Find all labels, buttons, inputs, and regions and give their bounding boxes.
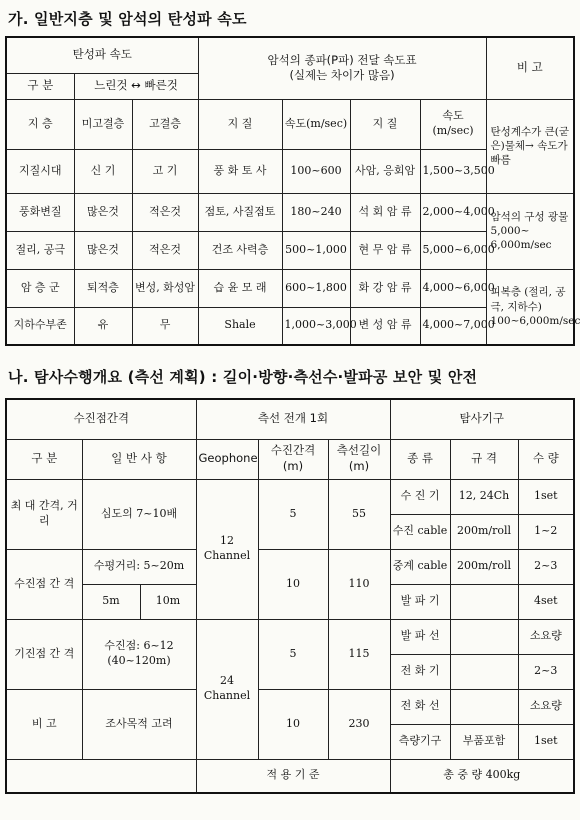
equipment-qty: 1~2 [518,514,574,549]
p-wave-header-line1: 암석의 종파(P파) 전달 속도표 [267,52,417,67]
kind-header: 종 류 [390,439,450,479]
gubun-header: 구 분 [6,73,74,99]
equipment-spec: 12, 24Ch [450,479,518,514]
cell: 2,000~4,000 [420,193,486,231]
line-length-header: 측선길이 (m) [328,439,390,479]
line-length-3: 115 [328,619,390,689]
cell: 500~1,000 [282,231,350,269]
max-interval-general: 심도의 7~10배 [82,479,196,549]
equipment-spec: 200m/roll [450,549,518,584]
geophone-24: 24 Channel [196,619,258,759]
cell: 적은것 [132,231,198,269]
equipment-kind: 전 화 기 [390,654,450,689]
equipment-qty: 2~3 [518,549,574,584]
cell: 4,000~6,000 [420,269,486,307]
remark-header: 비 고 [486,37,574,99]
remark-top: 탄성계수가 큰(굳은)물체→ 속도가 빠름 [486,99,574,193]
equipment-kind: 수진 cable [390,514,450,549]
cell: 600~1,800 [282,269,350,307]
cell: 신 기 [74,149,132,193]
row-label: 절리, 공극 [6,231,74,269]
equipment-kind: 발 파 선 [390,619,450,654]
cell: 1,000~3,000 [282,307,350,345]
rock-velocity-table [5,36,580,346]
line-length-4: 230 [328,689,390,759]
receiver-spacing-header: 수진간격 (m) [258,439,328,479]
equipment-header: 탐사기구 [390,399,574,439]
equipment-qty: 1set [518,479,574,514]
survey-plan-table [5,398,575,794]
cell: 많은것 [74,231,132,269]
geophone-12: 12 Channel [196,479,258,619]
elastic-speed-header: 탄성파 속도 [6,37,198,73]
equipment-spec: 부품포함 [450,724,518,759]
row-label: 암 층 군 [6,269,74,307]
table-row [6,193,574,231]
cell: Shale [198,307,282,345]
cell: 건조 사력층 [198,231,282,269]
cell: 습 윤 모 래 [198,269,282,307]
receiver-spacing-1: 5 [258,479,328,549]
slow-fast-header: 느린것 ↔ 빠른것 [74,73,198,99]
max-interval-label: 최 대 간격, 거리 [6,479,82,549]
p-wave-header [198,37,486,99]
section1-title: 가. 일반지층 및 암석의 탄성파 속도 [8,10,247,28]
cell: 고 기 [132,149,198,193]
row-label: 지하수부존 [6,307,74,345]
receiver-spacing-2: 10 [258,549,328,619]
speed-header: 속도(m/sec) [282,99,350,149]
receiver-interval-label: 수진점 간 격 [6,549,82,619]
cell: 현 무 암 류 [350,231,420,269]
equipment-qty: 2~3 [518,654,574,689]
receiver-interval-header: 수진점간격 [6,399,196,439]
receiver-interval-5m: 5m [82,584,140,619]
remark-label: 비 고 [6,689,82,759]
section2-title: 나. 탐사수행개요 (측선 계획) : 길이·방향·측선수·발파공 보안 및 안전 [8,368,478,386]
cell: 적은것 [132,193,198,231]
cell: 무 [132,307,198,345]
spec-header: 규 격 [450,439,518,479]
equipment-spec [450,584,518,619]
geology-header: 지 질 [198,99,282,149]
equipment-spec [450,619,518,654]
cell: 변 성 암 류 [350,307,420,345]
gubun-header: 구 분 [6,439,82,479]
cell: 5,000~6,000 [420,231,486,269]
line-length-2: 110 [328,549,390,619]
equipment-qty: 소요량 [518,689,574,724]
equipment-qty: 1set [518,724,574,759]
receiver-spacing-3: 5 [258,619,328,689]
cell: 석 회 암 류 [350,193,420,231]
speed-header-2: 속도(m/sec) [420,99,486,149]
row-label: 지질시대 [6,149,74,193]
general-header: 일 반 사 항 [82,439,196,479]
applied-standard: 적 용 기 준 [196,759,390,793]
geophone-header: Geophone [196,439,258,479]
equipment-kind: 중계 cable [390,549,450,584]
cell: 퇴적층 [74,269,132,307]
cell: 사암, 응회암 [350,149,420,193]
shot-interval-label: 기진점 간 격 [6,619,82,689]
equipment-kind: 수 진 기 [390,479,450,514]
shot-interval-general: 수진점: 6~12 (40~120m) [82,619,196,689]
geology-header-2: 지 질 [350,99,420,149]
equipment-spec [450,654,518,689]
equipment-spec: 200m/roll [450,514,518,549]
cell: 변성, 화성암 [132,269,198,307]
cell: 100~600 [282,149,350,193]
equipment-kind: 발 파 기 [390,584,450,619]
line-length-1: 55 [328,479,390,549]
layer-header: 지 층 [6,99,74,149]
p-wave-header-line2: (실제는 차이가 많음) [289,68,395,83]
cell: 180~240 [282,193,350,231]
total-weight: 총 중 량 400kg [390,759,574,793]
receiver-spacing-4: 10 [258,689,328,759]
cell: 풍 화 토 사 [198,149,282,193]
cell: 4,000~7,000 [420,307,486,345]
equipment-qty: 소요량 [518,619,574,654]
remark-bottom: 피복층 (절리, 공극, 지하수) 100~6,000m/sec [486,269,574,345]
cell: 점토, 사질점토 [198,193,282,231]
equipment-spec [450,689,518,724]
unconsolidated-header: 미고결층 [74,99,132,149]
equipment-qty: 4set [518,584,574,619]
consolidated-header: 고결층 [132,99,198,149]
row-label: 풍화변질 [6,193,74,231]
cell: 많은것 [74,193,132,231]
equipment-kind: 측량기구 [390,724,450,759]
equipment-kind: 전 화 선 [390,689,450,724]
cell: 1,500~3,500 [420,149,486,193]
line-deploy-header: 측선 전개 1회 [196,399,390,439]
cell: 화 강 암 류 [350,269,420,307]
remark-mid: 암석의 구성 광물 5,000~ 6,000m/sec [486,193,574,269]
qty-header: 수 량 [518,439,574,479]
remark-general: 조사목적 고려 [82,689,196,759]
receiver-interval-10m: 10m [140,584,196,619]
receiver-interval-general: 수평거리: 5~20m [82,549,196,584]
table-row [6,269,574,307]
cell: 유 [74,307,132,345]
